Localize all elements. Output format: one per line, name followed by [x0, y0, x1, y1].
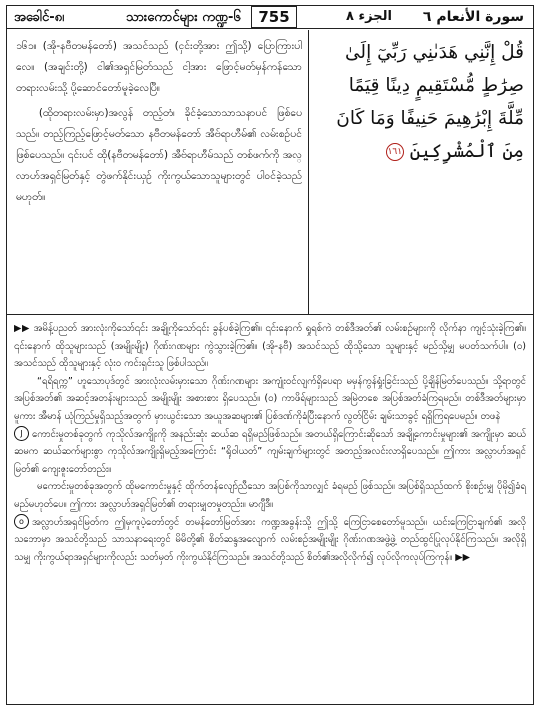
- footnote-5: [14, 514, 526, 567]
- header-chapter-title: သားကောင်များ ကဏ္ဍ-၆: [126, 10, 241, 25]
- footnote-marker-circle-icon: o: [14, 514, 29, 529]
- footnote-2-tail: တဖနဲ: [480, 410, 501, 422]
- footnote-2: [14, 373, 526, 426]
- translation-paragraph-2: (ထိုတရားလမ်းမှာ)အလွန် တည့်တံ၊ ခိုင်ခံ့သောသာသနာပင် ဖြစ်ပေသည်။ တည့်ကြည့်ဖြောင့်မတ်သော နဗီတမန်တော် အီဗ်ရာဟီမ်၏ လမ်းစဉ်ပင်ဖြစ်ပေသည်။ ၎င်းပင် ထို(နဗီတမန်တော်) အီဗ်ရာဟီမ်သည် တစ်ဖက်ကို အလ္လာဟ်အရှင်မြတ်နှင့် တွဲဖက်နိုင်းယှဉ် ကိုးကွယ်သောသူများတွင် ပါဝင်ခဲ့သည် မဟုတ်။: [16, 107, 302, 203]
- arabic-verse-block: [318, 36, 524, 168]
- header-juz: الجزء ٨: [346, 9, 392, 24]
- footnote-marker-j-icon: J: [14, 426, 29, 441]
- page-header: [6, 5, 534, 29]
- footnote-3: [14, 426, 526, 479]
- arabic-line-4-text: مِنَ ٱلْمُشْرِكِينَ: [409, 141, 524, 162]
- footnote-3-text: ကောင်းမှုတစ်ခုတွက် ကုသိုလ်အကျိုးကို အနည်းဆုံး ဆယ်ဆ ရရှိမည်ဖြစ်သည်။ အတယ်ရှိကြောင်းဆိုသော် အချို့ကောင်းမှုများ၏ အကျိုးမှာ ဆယ်ဆမက ဆယ်ဆက်များစွာ ကုသိုလ်အကျိုးရှိမည့်အကြောင်း “ရိုဝါယတ်” ကျမ်းချက်များတွင် အတည့်အလင်းလာရှိပေသည်။ ဤကား အလ္လာဟ်အရှင်မြတ်၏ ကျေးဇူးတော်တည်း။: [14, 428, 526, 475]
- footnote-1: ▶▶ အမိန့်ပညတ် အားလုံးကိုသော်၎င်း အချို့ကိုသော်၎င်း ခွန်ပစ်ခဲ့ကြ၏။ ၎င်းနောက် ရှုရစ်ကဲ တစ်ဒီအတ်၏ လမ်းစဉ်များကို လိုက်နာ ကျင့်သုံးခဲ့ကြ၏။ ၎င်းနောက် ထိုသူများသည် (အမျိုးမျိုး) ဂိုဏ်းဂဏများ ကွဲသွားခဲ့ကြ၏။ (အို-နဗီ) အသင်သည် ထိုသို့သော သူများနှင့် မည်သို့မျှ မပတ်သက်ပါ။ (၀) အသင်သည် ထိုသူများနှင့် လုံးဝ ကင်းရှင်းသူ ဖြစ်ပါသည်။: [14, 323, 526, 370]
- page-number: 755: [251, 6, 297, 28]
- arabic-line-2: صِرَٰطٍ مُّسْتَقِيمٍ دِينًا قِيَمًا: [348, 75, 524, 96]
- header-surah: سورة الأنعام ٦: [422, 9, 524, 25]
- arabic-line-4: [318, 135, 524, 168]
- footnote-4: မကောင်းမှုတစ်ခုအတွက် ထိုမကောင်းမှုနှင့် ထိုက်တန်လျော်ညီသော အပြစ်ကိုသာလျှင် ခံရမည် ဖြစ်သည်။ အပြစ်ရှိသည်ထက် စိုးစဉ်းမျှ ပိုမို၍ခံရမည်မဟုတ်ပေ။ ဤကား အလ္လာဟ်အရှင်မြတ်၏ တရားမျှတမှုတည်း။ မာဂျီဒီ။: [14, 481, 526, 510]
- footnote-2-text: “ရရိရက္က” ဟူသောပုဒ်တွင် အားလုံးလမ်းမှားသော ဂိုဏ်းဂဏများ အကျုံးဝင်လျက်ရှိပေရာ မမှန်ကွန်ရှုံးခြင်းသည် ပို့ချိန်မြတ်ပေသည်။ သို့ရာတွင် အပြစ်အတ်၏ အဆင့်အတန်းများသည် အမျိုးမျိုး အစားစား ရှိပေသည်။ (၀) ကာဖိရ်များသည် အမြဲတစေ အပြစ်အတ်ခံကြရမည်။ တစ်ဒီအတ်များမှာမူကား အီမာန် ယုံကြည်မှုရှိသည့်အတွက် မှားယွင်းသော အယူအဆများ၏ ပြစ်ဒဏ်ကိုခံပြီးနောက် လွတ်ငြိမ်း ချမ်းသာခွင့် ရရှိကြရပေမည်။: [14, 375, 526, 422]
- footnotes: [14, 320, 526, 566]
- translation-column: [16, 36, 302, 208]
- ayah-number-marker: ١٦١: [386, 143, 404, 161]
- header-part-label: အခေါင်-၈၊: [14, 10, 65, 25]
- footnote-5-text: အလ္လာဟ်အရှင်မြတ်က ဤမှကူပဲ့တော်တွင် တမန်တော်မြတ်အား ကဏ္ဍအခွန်းသို့ ဤသို့ ကြေငြာစေတော်မူသည်။ ယင်းကြေငြာချက်၏ အလိုသဘောမှာ အသင်တို့သည် သာသနာရေးတွင် မိမိတို့၏ စိတ်ဆန္ဒအလျောက် လမ်းစဉ်အမျိုးမျိုး ဂိုဏ်းဂဏအဖွဲ့ဖွဲ့ တည်ထွင်ပြုလုပ်နိုင်ကြသည်။ အလိုရှိသမျှ ကိုးကွယ်ရာအရှင်များကိုလည်း သတ်မှတ် ကိုးကွယ်နိုင်ကြသည်။ အသင်တို့သည် စိတ်၏အလိုလိုက်၍ လုပ်လိုကလုပ်ကြကုန်။ ▶▶: [14, 516, 526, 563]
- arabic-line-3: مِّلَّةَ إِبْرَٰهِيمَ حَنِيفًا وَمَا كَانَ: [336, 108, 524, 129]
- translation-verse-161: ၁၆၁။ (အို-နဗီတမန်တော်) အသင်သည် (ငှင်းတို့အား ဤသို့) ပြောကြားပါလေ။ (အချင်းတို့) ငါ၏အရှင်မြတ်သည် ငါ့အား ဖြောင့်မတ်မှန်ကန်သော တရားလမ်းသို့ ပို့ဆောင်တော်မူခဲ့လေပြီ။: [16, 40, 302, 94]
- footnote-separator: [6, 314, 534, 315]
- column-divider: [308, 30, 309, 314]
- arabic-line-1: قُلْ إِنَّنِي هَدَىٰنِي رَبِّيٓ إِلَىٰ: [345, 42, 524, 63]
